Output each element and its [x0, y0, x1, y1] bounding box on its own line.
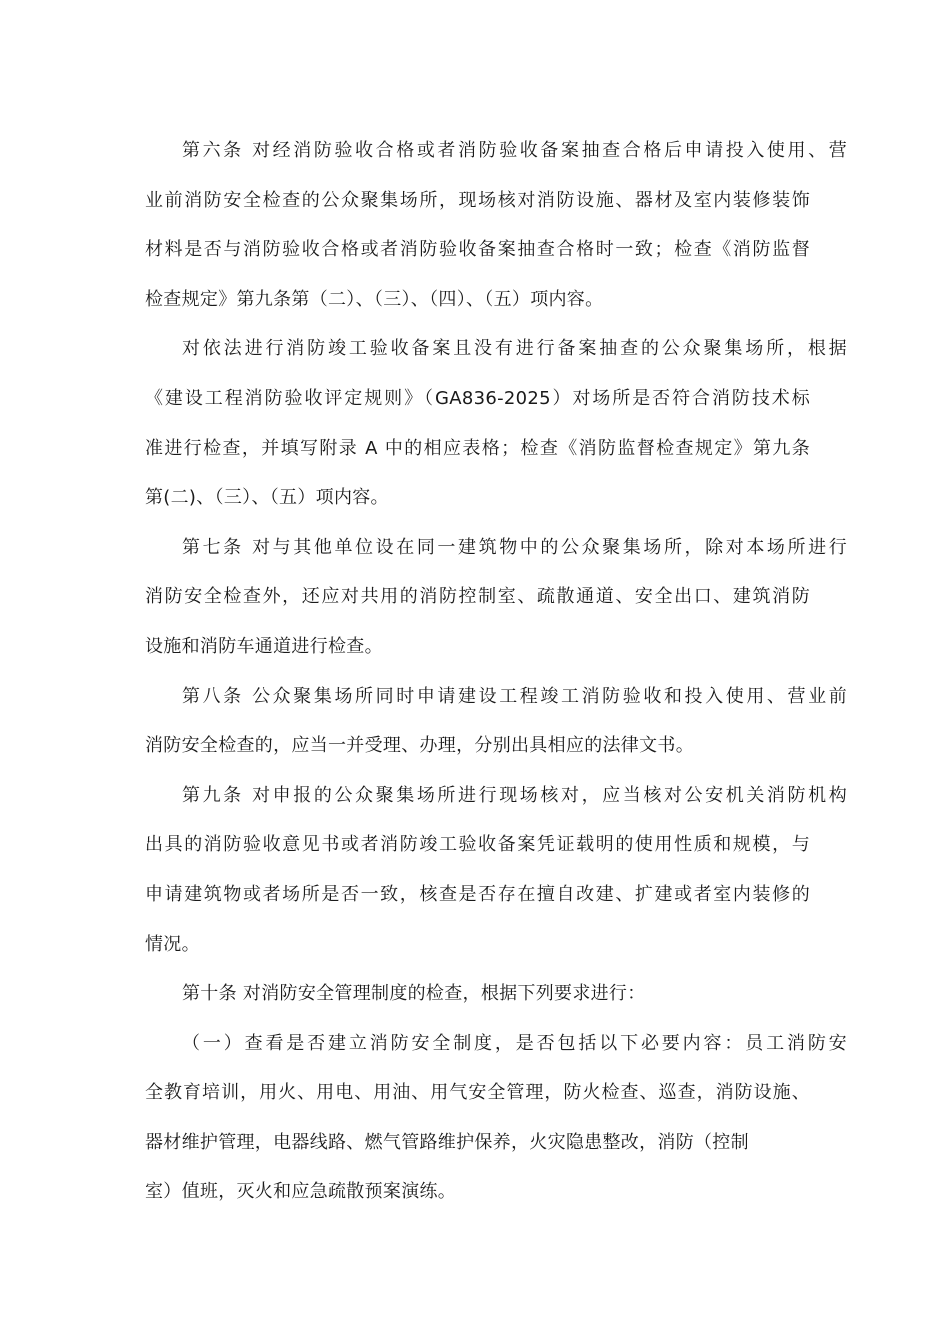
- text-line: 消防安全检查的，应当一并受理、办理，分别出具相应的法律文书。: [145, 735, 694, 757]
- text-line: 器材维护管理，电器线路、燃气管路维护保养，火灾隐患整改，消防（控制: [145, 1131, 749, 1153]
- document-body: [145, 126, 847, 1217]
- text-line: 第(二)、（三）、（五）项内容。: [145, 487, 389, 509]
- text-line: 第十条 对消防安全管理制度的检查，根据下列要求进行：: [182, 983, 646, 1005]
- text-line: 准进行检查，并填写附录 A 中的相应表格；检查《消防监督检查规定》第九条: [145, 437, 810, 459]
- text-line: 对依法进行消防竣工验收备案且没有进行备案抽查的公众聚集场所，根据: [182, 338, 847, 360]
- text-line: 设施和消防车通道进行检查。: [145, 635, 383, 657]
- text-line: 消防安全检查外，还应对共用的消防控制室、疏散通道、安全出口、建筑消防: [145, 586, 810, 608]
- text-line: 情况。: [145, 933, 200, 955]
- text-line: 检查规定》第九条第（二）、（三）、（四）、（五）项内容。: [145, 288, 604, 310]
- text-line: 申请建筑物或者场所是否一致，核查是否存在擅自改建、扩建或者室内装修的: [145, 883, 810, 905]
- text-line: 第七条 对与其他单位设在同一建筑物中的公众聚集场所，除对本场所进行: [182, 536, 847, 558]
- text-line: 室）值班，灭火和应急疏散预案演练。: [145, 1181, 457, 1203]
- text-line: 出具的消防验收意见书或者消防竣工验收备案凭证载明的使用性质和规模，与: [145, 834, 810, 856]
- text-line: 第六条 对经消防验收合格或者消防验收备案抽查合格后申请投入使用、营: [182, 140, 847, 161]
- text-line: 全教育培训，用火、用电、用油、用气安全管理，防火检查、巡查，消防设施、: [145, 1082, 810, 1104]
- text-line: 第九条 对申报的公众聚集场所进行现场核对，应当核对公安机关消防机构: [182, 784, 847, 806]
- text-line: 第八条 公众聚集场所同时申请建设工程竣工消防验收和投入使用、营业前: [182, 685, 847, 707]
- text-line: 业前消防安全检查的公众聚集场所，现场核对消防设施、器材及室内装修装饰: [145, 189, 810, 211]
- text-line: （一）查看是否建立消防安全制度，是否包括以下必要内容：员工消防安: [182, 1032, 847, 1054]
- text-line: 材料是否与消防验收合格或者消防验收备案抽查合格时一致；检查《消防监督: [145, 239, 810, 261]
- text-line: 《建设工程消防验收评定规则》（GA836-2025）对场所是否符合消防技术标: [145, 387, 810, 409]
